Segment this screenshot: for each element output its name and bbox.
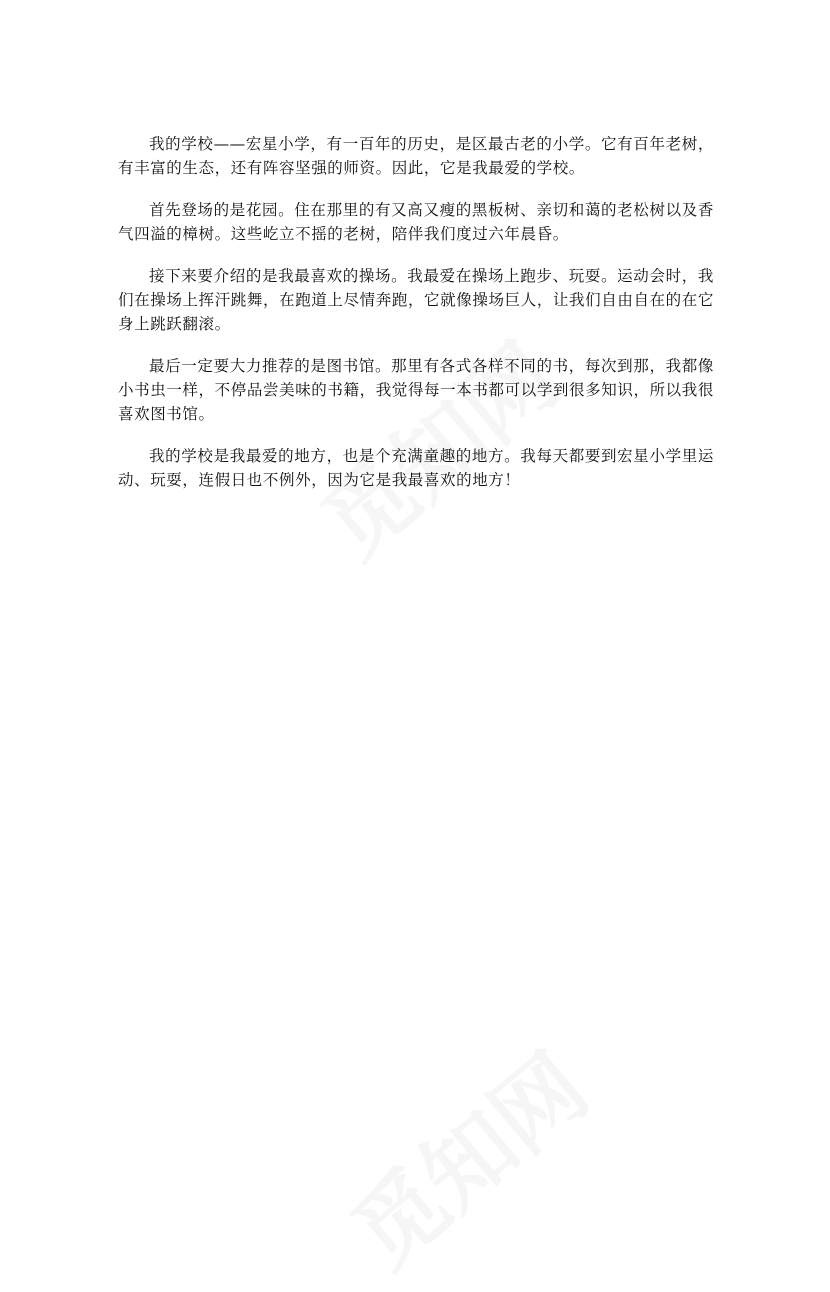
paragraph-library: 最后一定要大力推荐的是图书馆。那里有各式各样不同的书，每次到那，我都像小书虫一样，不停品尝美味的书籍，我觉得每一本书都可以学到很多知识，所以我很喜欢图书馆。 [118, 357, 714, 423]
paragraph-garden: 首先登场的是花园。住在那里的有又高又瘦的黑板树、亲切和蔼的老松树以及香气四溢的樟树。这些屹立不摇的老树，陪伴我们度过六年晨昏。 [118, 201, 714, 243]
paragraph-playground: 接下来要介绍的是我最喜欢的操场。我最爱在操场上跑步、玩耍。运动会时，我们在操场上挥汗跳舞，在跑道上尽情奔跑，它就像操场巨人，让我们自由自在的在它身上跳跃翻滚。 [118, 267, 714, 333]
paragraph-conclusion: 我的学校是我最爱的地方，也是个充满童趣的地方。我每天都要到宏星小学里运动、玩耍，连假日也不例外，因为它是我最喜欢的地方！ [118, 447, 714, 489]
watermark [320, 1018, 610, 1291]
paragraph-intro: 我的学校——宏星小学，有一百年的历史，是区最古老的小学。它有百年老树，有丰富的生态，还有阵容坚强的师资。因此，它是我最爱的学校。 [118, 135, 714, 177]
document-body [118, 132, 714, 510]
